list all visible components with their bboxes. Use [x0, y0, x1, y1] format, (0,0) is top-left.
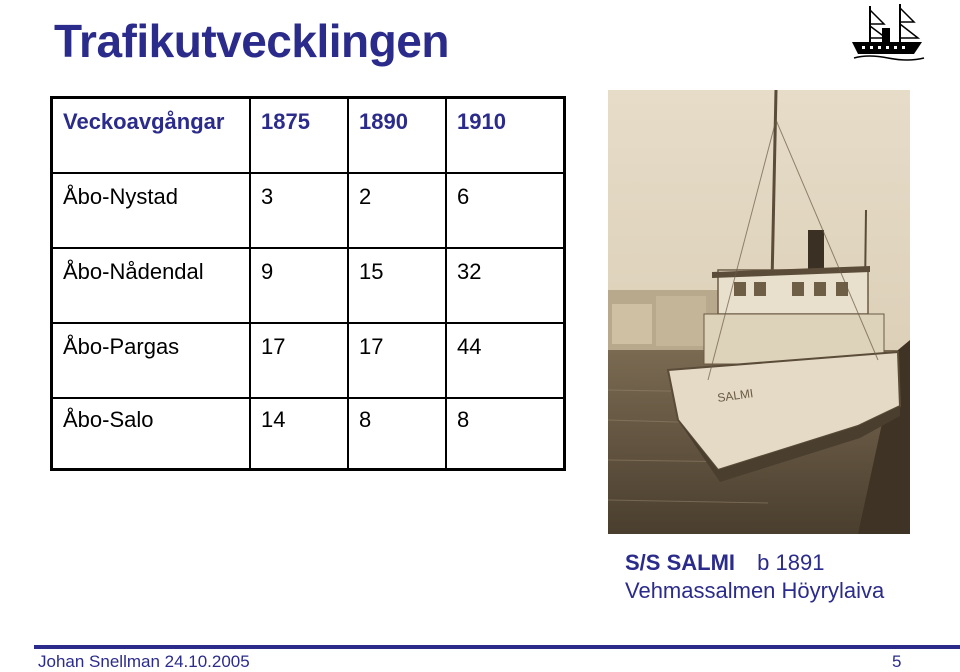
- footer-divider: [34, 645, 960, 649]
- header-cell: Veckoavgångar: [52, 98, 251, 174]
- value-cell: 15: [348, 248, 446, 323]
- ship-owner: Vehmassalmen Höyrylaiva: [625, 578, 885, 603]
- departures-table: [50, 96, 566, 471]
- route-cell: Åbo-Nådendal: [52, 248, 251, 323]
- build-year: b 1891: [757, 550, 825, 575]
- table-header-row: [52, 98, 565, 174]
- header-cell: 1890: [348, 98, 446, 174]
- value-cell: 3: [250, 173, 348, 248]
- hull-name-text: SALMI: [716, 386, 755, 405]
- route-cell: Åbo-Pargas: [52, 323, 251, 398]
- header-cell: 1910: [446, 98, 565, 174]
- steamship-illustration: [608, 90, 910, 534]
- value-cell: 17: [348, 323, 446, 398]
- footer-author-date: Johan Snellman 24.10.2005: [38, 652, 250, 671]
- header-cell: 1875: [250, 98, 348, 174]
- page-number: 5: [892, 652, 902, 671]
- value-cell: 44: [446, 323, 565, 398]
- table-row: [52, 398, 565, 470]
- value-cell: 8: [348, 398, 446, 470]
- value-cell: 6: [446, 173, 565, 248]
- route-cell: Åbo-Salo: [52, 398, 251, 470]
- ship-name: S/S SALMI: [625, 550, 736, 575]
- table-row: [52, 173, 565, 248]
- value-cell: 2: [348, 173, 446, 248]
- table-row: [52, 248, 565, 323]
- value-cell: 14: [250, 398, 348, 470]
- sailing-ship-logo-icon: [848, 2, 928, 62]
- caption-line-1: [625, 549, 884, 577]
- value-cell: 9: [250, 248, 348, 323]
- value-cell: 17: [250, 323, 348, 398]
- route-cell: Åbo-Nystad: [52, 173, 251, 248]
- photo-caption: [625, 549, 884, 605]
- value-cell: 32: [446, 248, 565, 323]
- steamship-photo: [608, 90, 910, 534]
- page-title: Trafikutvecklingen: [54, 15, 449, 67]
- table-row: [52, 323, 565, 398]
- value-cell: 8: [446, 398, 565, 470]
